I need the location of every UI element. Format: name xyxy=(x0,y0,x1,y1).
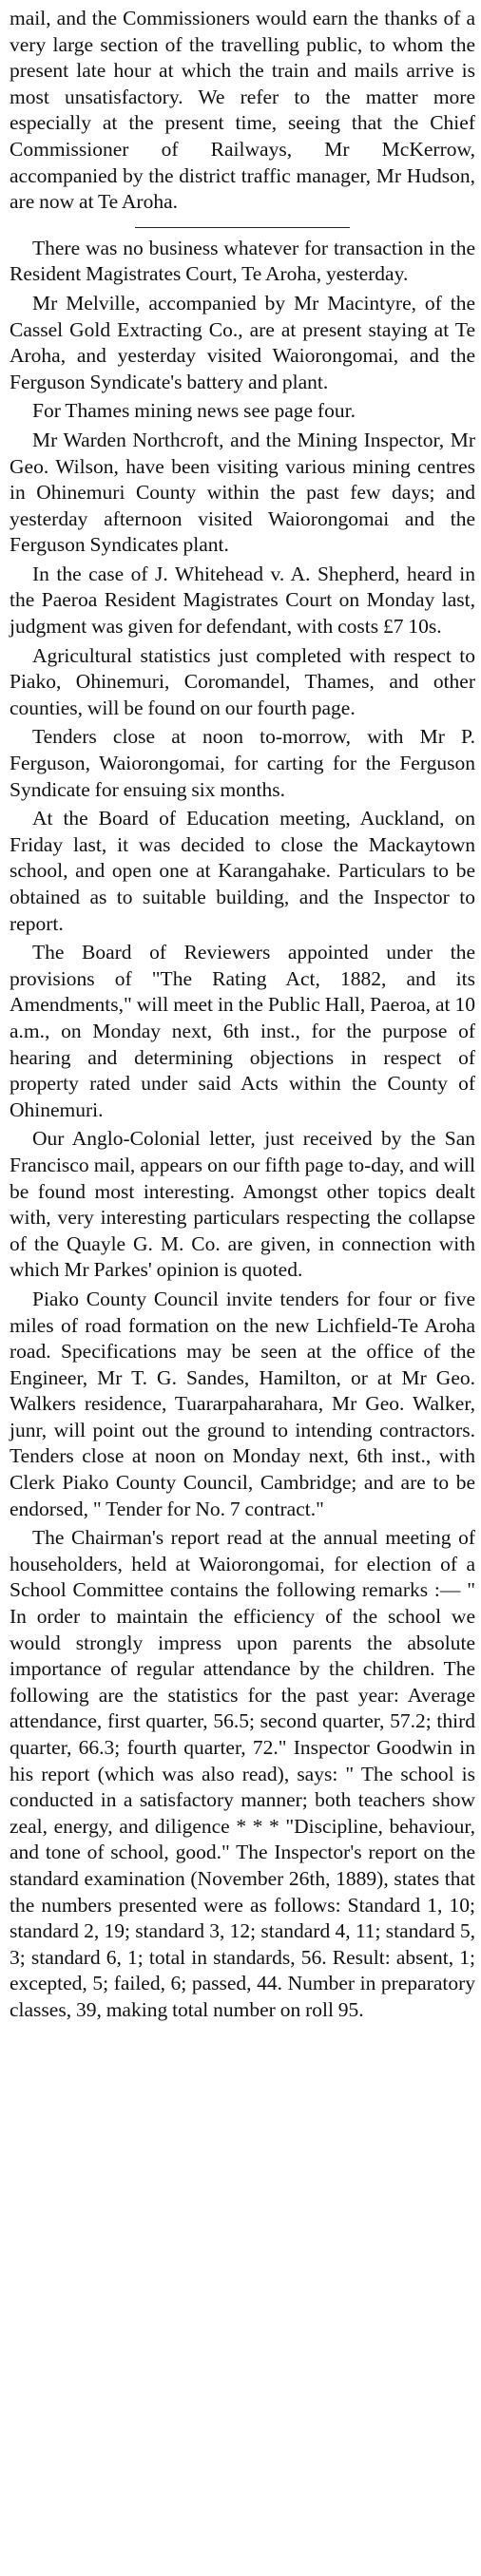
news-paragraph: Mr Warden Northcroft, and the Mining Inspector, Mr Geo. Wilson, have been visiting various mining centres in Ohinemuri County within the past few days; and yesterday afternoon visited Waiorongomai and the Ferguson Syndicates plant. xyxy=(10,428,475,557)
news-paragraph: At the Board of Education meeting, Auckland, on Friday last, it was decided to close the Mackaytown school, and open one at Karangahake. Particulars to be obtained as to suitable building, and the Inspector to report. xyxy=(10,807,475,935)
column-divider-rule xyxy=(135,227,349,228)
news-paragraph: There was no business whatever for transaction in the Resident Magistrates Court, Te Aroha, yesterday. xyxy=(10,236,475,286)
news-paragraph: Piako County Council invite tenders for four or five miles of road formation on the new Lichfield-Te Aroha road. Specifications may be seen at the office of the Engineer, Mr T. G. Sandes, Hamilton, or at Mr Geo. Walkers residence, Tuararpaharahara, Mr Geo. Walker, junr, will point out the ground to intending contractors. Tenders close at noon on Monday next, 6th inst., with Clerk Piako County Council, Cambridge; and are to be endorsed, " Tender for No. 7 contract." xyxy=(10,1287,475,1520)
news-paragraph: For Thames mining news see page four. xyxy=(32,399,356,423)
news-paragraph: Mr Melville, accompanied by Mr Macintyre, of the Cassel Gold Extracting Co., are at present staying at Te Aroha, and yesterday visited Waiorongomai, and the Ferguson Syndicate's battery and plant. xyxy=(10,291,475,393)
news-paragraph: Agricultural statistics just completed with respect to Piako, Ohinemuri, Coromandel, Thames, and other counties, will be found on our fourth page. xyxy=(10,643,475,719)
news-paragraph: The Board of Reviewers appointed under the provisions of "The Rating Act, 1882, and its Amendments," will meet in the Public Hall, Paeroa, at 10 a.m., on Monday next, 6th inst., for the purpose of hearing and determining objections in respect of property rated under said Acts within the County of Ohinemuri. xyxy=(10,941,475,1121)
news-paragraph: In the case of J. Whitehead v. A. Shepherd, heard in the Paeroa Resident Magistrates Court on Monday last, judgment was given for defendant, with costs £7 10s. xyxy=(10,562,475,639)
news-paragraph: Tenders close at noon to-morrow, with Mr P. Ferguson, Waiorongomai, for carting for the Ferguson Syndicate for ensuing six months. xyxy=(10,725,475,801)
article-railway-paragraph: mail, and the Commissioners would earn the thanks of a very large section of the travelling public, to whom the present late hour at which the train and mails arrive is most unsatisfactory. We refer to the matter more especially at the present time, seeing that the Chief Commissioner of Railways, Mr McKerrow, accompanied by the district traffic manager, Mr Hudson, are now at Te Aroha. xyxy=(10,7,475,214)
news-paragraph: Our Anglo-Colonial letter, just received by the San Francisco mail, appears on our fifth page to-day, and will be found most interesting. Amongst other topics dealt with, very interesting particulars respecting the collapse of the Quayle G. M. Co. are given, in connection with which Mr Parkes' opinion is quoted. xyxy=(10,1127,475,1282)
news-paragraph: The Chairman's report read at the annual meeting of householders, held at Waiorongomai, for election of a School Committee contains the following remarks :— " In order to maintain the efficiency of the school we would strongly impress upon parents the absolute importance of regular attendance by the children. The following are the statistics for the past year: Average attendance, first quarter, 56.5; second quarter, 57.2; third quarter, 66.3; fourth quarter, 72." Inspector Goodwin in his report (which was also read), says: " The school is conducted in a satisfactory manner; both teachers show zeal, energy, and diligence * * * "Discipline, behaviour, and tone of school, good." The Inspector's report on the standard examination (November 26th, 1889), states that the numbers presented were as follows: Standard 1, 10; standard 2, 19; standard 3, 12; standard 4, 11; standard 5, 3; standard 6, 1; total in standards, 56. Result: absent, 1; excepted, 5; failed, 6; passed, 44. Number in preparatory classes, 39, making total number on roll 95. xyxy=(10,1526,475,2021)
